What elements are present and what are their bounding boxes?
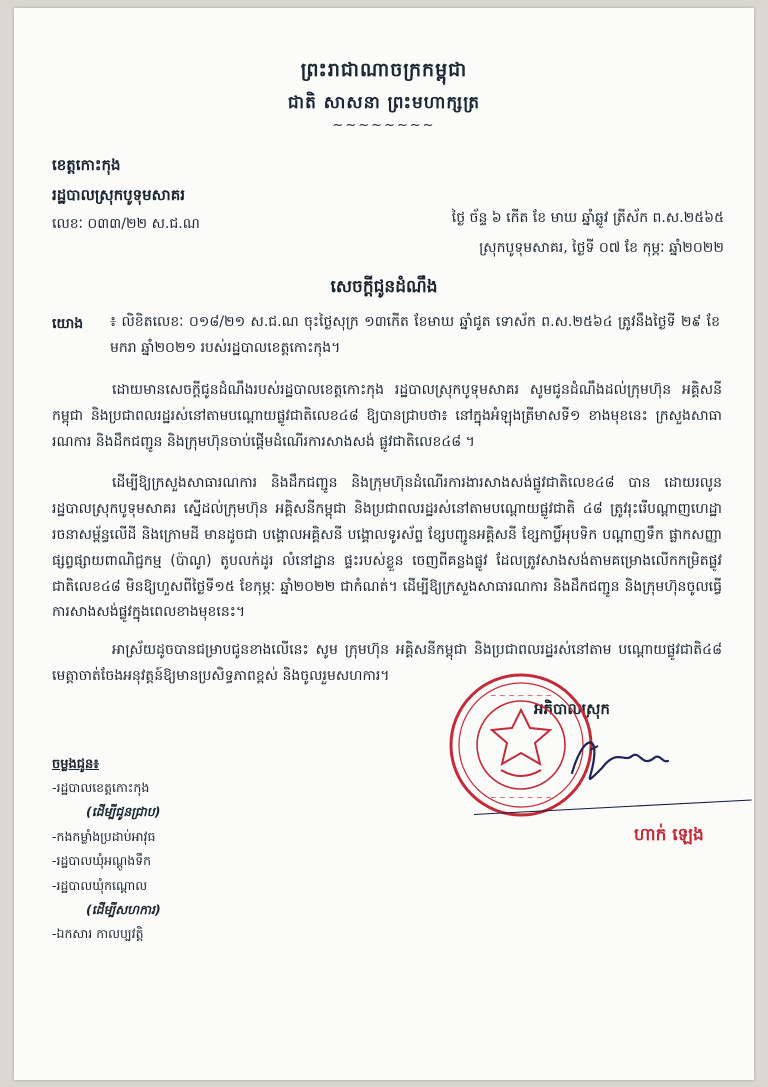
lunar-date: ថ្ងៃ ច័ន្ទ ៦ កើត ខែ មាឃ ឆ្នាំឆ្លូវ ត្រីស័ក ព.ស.២៥៦៥ — [451, 210, 724, 226]
distribution-item: -ឯកសារ កាលប្បវត្តិ — [52, 926, 144, 942]
signatory-name: ហាក់ ឡេង — [634, 825, 704, 845]
svg-text:~ ~ ~ ~ ~ ~ ~: ~ ~ ~ ~ ~ ~ ~ — [489, 793, 553, 802]
reference-number: លេខៈ ០៣៣/២២ ស.ជ.ណ — [52, 216, 200, 232]
issuer-district: រដ្ឋបាលស្រុកបូទុមសាគរ — [52, 186, 186, 204]
distribution-item: -រដ្ឋបាលឃុំអណ្តូងទឹក — [52, 853, 152, 869]
paragraph-2: ដើម្បីឱ្យក្រសួងសាធារណការ និងដឹកជញ្ជូន និងក្រុមហ៊ុនដំណើរការងារសាងសង់ផ្លូវជាតិលេខ៤៨ បាន ដោយរលូន រដ្ឋបាលស្រុកបូទុមសាគរ ស្នើដល់ក្រុមហ៊ុន អគ្គិសនីកម្ពុជា និងប្រជាពលរដ្ឋរស់នៅតាមបណ្តោយផ្លូវជាតិ ៤៨ ត្រូវរុះរើបណ្តាញហេដ្ឋារចនាសម្ព័ន្ធលើដី និងក្រោមដី មានដូចជា បង្គោលអគ្គិសនី បង្គោលទូរស័ព្ទ ខ្សែបញ្ជូនអគ្គិសនី ខ្សែកាប្លិ៍អុបទិក បណ្តាញទឹក ផ្លាកសញ្ញាផ្សព្វផ្សាយពាណិជ្ជកម្ម (ប៉ាណូ) តូបលក់ដូរ លំនៅដ្ឋាន ផ្ទះរបស់ខ្លួន ចេញពីគន្លងផ្លូវ ដែលត្រូវសាងសង់តាមគម្រោងលើកកម្រិតផ្លូវជាតិលេខ៤៨ មិនឱ្យហួសពីថ្ងៃទី១៥ ខែកុម្ភៈ ឆ្នាំ២០២២ ជាកំណត់។ ដើម្បីឱ្យក្រសួងសាធារណការ និងដឹកជញ្ជូន និងក្រុមហ៊ុនចូលធ្វើការសាងសង់ផ្លូវក្នុងពេលខាងមុខនេះ។ — [52, 475, 722, 621]
solar-date: ស្រុកបូទុមសាគរ, ថ្ងៃទី ០៧ ខែ កុម្ភៈ ឆ្នាំ២០២២ — [479, 240, 724, 256]
distribution-heading: ចម្លងជូន៖ — [52, 757, 99, 772]
paragraph-1: ដោយមានសេចក្តីជូនដំណឹងរបស់រដ្ឋបាលខេត្តកោះកុង រដ្ឋបាលស្រុកបូទុមសាគរ សូមជូនដំណឹងដល់ក្រុមហ៊ុន អគ្គិសនីកម្ពុជា និងប្រជាពលរដ្ឋរស់នៅតាមបណ្តោយផ្លូវជាតិលេខ៤៨ ឱ្យបានជ្រាបថា៖ នៅក្នុងអំឡុងត្រីមាសទី១ ខាងមុខនេះ ក្រសួងសាធារណការ និងដឹកជញ្ជូន និងក្រុមហ៊ុនចាប់ផ្តើមដំណើរការសាងសង់ ផ្លូវជាតិលេខ៤៨ ។ — [52, 382, 722, 450]
paragraph-3: អាស្រ័យដូចបានជម្រាបជូនខាងលើនេះ សូម ក្រុមហ៊ុន អគ្គិសនីកម្ពុជា និងប្រជាពលរដ្ឋរស់នៅតាម បណ្តោយផ្លូវជាតិ៤៨ មេត្តាចាត់ចែងអនុវត្តន៍ឱ្យមានប្រសិទ្ធភាពខ្ពស់ និងចូលរួមសហការ។ — [52, 642, 722, 684]
heading-ornament: ~~~~~~~~ — [332, 118, 436, 133]
signatory-title: អភិបាលស្រុក — [534, 700, 610, 718]
issuer-province: ខេត្តកោះកុង — [52, 156, 121, 174]
handwritten-signature-icon — [562, 728, 672, 798]
letter-page — [14, 8, 754, 1080]
distribution-item: -រដ្ឋបាលខេត្តកោះកុង — [52, 780, 150, 795]
distribution-list — [52, 776, 272, 947]
reference-text: ៖ លិខិតលេខៈ ០១៨/២១ ស.ជ.ណ ចុះថ្ងៃសុក្រ ១៣កើត ខែមាឃ ឆ្នាំជូត ទោស័ក ព.ស.២៥៦៤ ត្រូវនឹងថ្ងៃទី ២៩ ខែមករា ឆ្នាំ២០២១ របស់រដ្ឋបាលខេត្តកោះកុង។ — [110, 314, 720, 356]
svg-text:~ ~ ~ ~ ~ ~ ~: ~ ~ ~ ~ ~ ~ ~ — [489, 691, 553, 700]
reference-label: យោង — [52, 316, 84, 332]
motto-heading: ជាតិ សាសនា ព្រះមហាក្សត្រ — [287, 93, 481, 113]
distribution-item: -កងកម្លាំងប្រដាប់អាវុធ — [52, 828, 156, 844]
document-title: សេចក្តីជូនដំណឹង — [330, 277, 438, 297]
kingdom-heading: ព្រះរាជាណាចក្រកម្ពុជា — [300, 59, 468, 81]
distribution-item: -រដ្ឋបាលឃុំកណ្តោល — [52, 877, 148, 893]
distribution-item: (ដើម្បីសហការ) — [86, 901, 161, 917]
distribution-item: (ដើម្បីជូនជ្រាប) — [86, 804, 161, 820]
